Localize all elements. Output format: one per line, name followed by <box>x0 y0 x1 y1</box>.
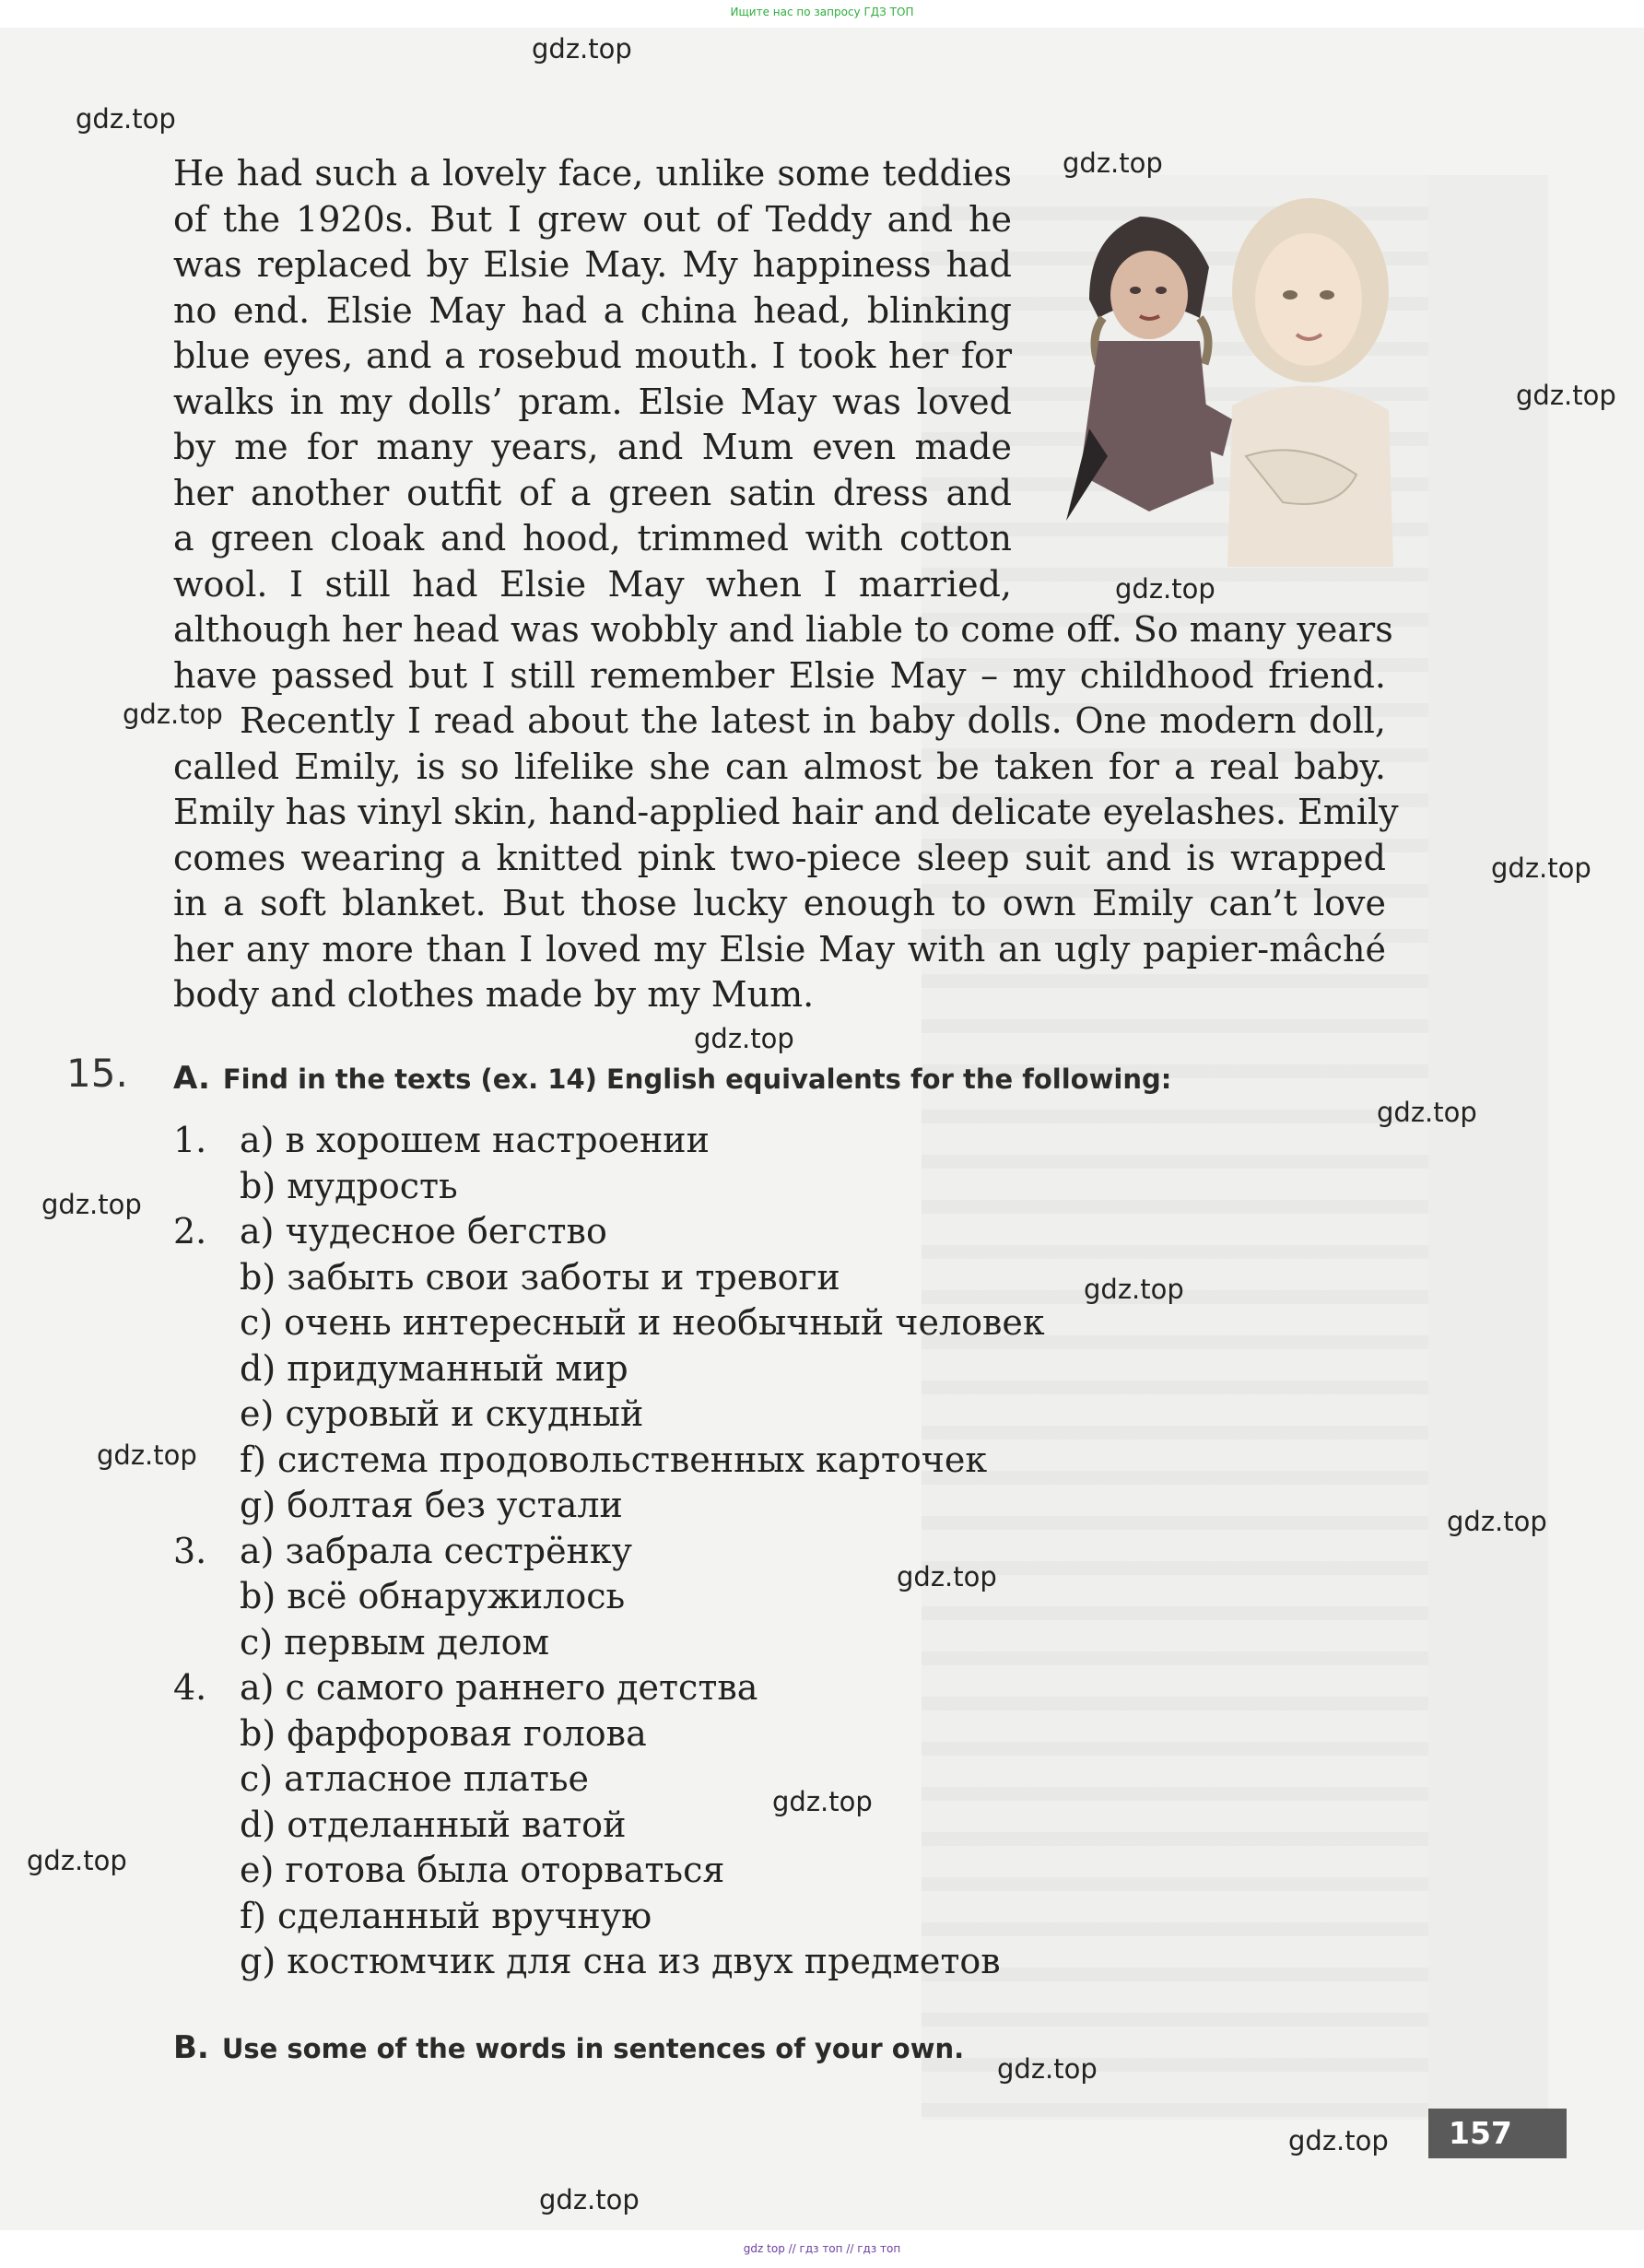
watermark: gdz.top <box>1115 573 1215 605</box>
watermark: gdz.top <box>1491 852 1591 884</box>
item-text: a) забрала сестрёнку <box>240 1530 632 1571</box>
item-text: f) система продовольственных карточек <box>240 1439 988 1480</box>
watermark: gdz.top <box>532 33 632 65</box>
exercise-a-heading <box>173 1060 1171 1097</box>
list-item <box>173 1574 1187 1620</box>
story-line: was replaced by Elsie May. My happiness had <box>173 244 1012 285</box>
list-item <box>173 1848 1187 1894</box>
watermark: gdz.top <box>897 1561 997 1592</box>
item-text: b) всё обнаружилось <box>240 1576 626 1616</box>
list-item <box>173 1620 1187 1666</box>
watermark: gdz.top <box>97 1440 197 1471</box>
story-line: walks in my dolls’ pram. Elsie May was loved <box>173 381 1012 422</box>
story-line: Recently I read about the latest in baby dolls. One modern doll, <box>240 700 1386 741</box>
watermark: gdz.top <box>1063 147 1163 179</box>
story-line: although her head was wobbly and liable to come off. So many years <box>173 609 1393 650</box>
list-item <box>173 1894 1187 1940</box>
group-number: 2. <box>173 1211 207 1252</box>
equivalents-list <box>173 1118 1187 1985</box>
list-item <box>173 1438 1187 1484</box>
watermark: gdz.top <box>1377 1097 1477 1128</box>
watermark: gdz.top <box>1516 380 1616 411</box>
exercise-b-heading <box>173 2029 964 2066</box>
watermark: gdz.top <box>27 1845 127 1876</box>
watermark: gdz.top <box>539 2184 640 2215</box>
item-text: b) забыть свои заботы и тревоги <box>240 1256 840 1298</box>
group-number: 3. <box>173 1530 207 1571</box>
top-banner[interactable]: Ищите нас по запросу ГДЗ ТОП <box>730 6 914 18</box>
story-line: have passed but I still remember Elsie May – my childhood friend. <box>173 654 1386 696</box>
list-item <box>173 1803 1187 1849</box>
list-item <box>173 1939 1187 1985</box>
story-line: no end. Elsie May had a china head, blinking <box>173 289 1012 331</box>
story-line: Emily has vinyl skin, hand-applied hair and delicate eyelashes. Emily <box>173 792 1399 832</box>
story-line: blue eyes, and a rosebud mouth. I took her for <box>173 335 1012 376</box>
story-line: her any more than I loved my Elsie May with an ugly papier-mâché <box>173 928 1386 969</box>
item-text: a) в хорошем настроении <box>240 1120 710 1160</box>
part-b-letter: B. <box>173 2029 209 2066</box>
story-line: wool. I still had Elsie May when I married, <box>173 563 1012 605</box>
group-number: 4. <box>173 1667 207 1708</box>
item-text: a) с самого раннего детства <box>240 1667 758 1708</box>
watermark: gdz.top <box>694 1023 794 1054</box>
item-text: d) отделанный ватой <box>240 1804 627 1845</box>
item-text: g) болтая без устали <box>240 1485 623 1525</box>
item-text: e) готова была оторваться <box>240 1850 725 1890</box>
exercise-number: 15. <box>66 1051 128 1096</box>
watermark: gdz.top <box>1084 1274 1184 1305</box>
item-text: b) фарфоровая голова <box>240 1712 647 1754</box>
item-text: d) придуманный мир <box>240 1347 628 1389</box>
story-line: a green cloak and hood, trimmed with cotton <box>173 518 1012 558</box>
watermark: gdz.top <box>41 1189 142 1220</box>
item-text: g) костюмчик для сна из двух предметов <box>240 1941 1001 1981</box>
list-item <box>173 1711 1187 1757</box>
group-number: 1. <box>173 1120 207 1160</box>
bottom-banner[interactable]: gdz top // гдз топ // гдз топ <box>743 2242 901 2255</box>
story-line: of the 1920s. But I grew out of Teddy and he <box>173 198 1012 240</box>
item-text: c) первым делом <box>240 1621 550 1663</box>
part-a-letter: A. <box>173 1060 210 1097</box>
bleed-through-margin <box>1428 175 1548 2120</box>
list-item <box>173 1164 1187 1210</box>
story-line: body and clothes made by my Mum. <box>173 974 815 1015</box>
item-text: c) атласное платье <box>240 1758 590 1799</box>
item-text: f) сделанный вручную <box>240 1895 652 1936</box>
item-text: a) чудесное бегство <box>240 1211 607 1252</box>
story-line: comes wearing a knitted pink two-piece sleep suit and is wrapped <box>173 837 1386 878</box>
story-line: in a soft blanket. But those lucky enough to own Emily can’t love <box>173 883 1386 923</box>
watermark: gdz.top <box>772 1786 873 1817</box>
list-item <box>173 1757 1187 1803</box>
list-item <box>173 1483 1187 1529</box>
item-text: e) суровый и скудный <box>240 1393 644 1434</box>
list-item <box>173 1665 1187 1711</box>
story-line: He had such a lovely face, unlike some teddies <box>173 153 1012 194</box>
list-item <box>173 1300 1187 1346</box>
story-line: by me for many years, and Mum even made <box>173 427 1012 467</box>
watermark: gdz.top <box>1288 2125 1389 2156</box>
list-item <box>173 1209 1187 1255</box>
watermark: gdz.top <box>76 103 176 135</box>
story-line: her another outfit of a green satin dress and <box>173 472 1012 513</box>
list-item <box>173 1255 1187 1301</box>
story-line: called Emily, is so lifelike she can almost be taken for a real baby. <box>173 746 1386 787</box>
list-item <box>173 1118 1187 1164</box>
list-item <box>173 1392 1187 1438</box>
part-a-instruction: Find in the texts (ex. 14) English equivalents for the following: <box>222 1063 1172 1095</box>
watermark: gdz.top <box>123 699 223 730</box>
list-item <box>173 1529 1187 1575</box>
watermark: gdz.top <box>997 2053 1098 2085</box>
page-number: 157 <box>1428 2109 1567 2158</box>
item-text: c) очень интересный и необычный человек <box>240 1302 1045 1343</box>
watermark: gdz.top <box>1447 1506 1547 1537</box>
part-b-instruction: Use some of the words in sentences of your own. <box>221 2033 965 2064</box>
list-item <box>173 1346 1187 1393</box>
item-text: b) мудрость <box>240 1165 458 1206</box>
